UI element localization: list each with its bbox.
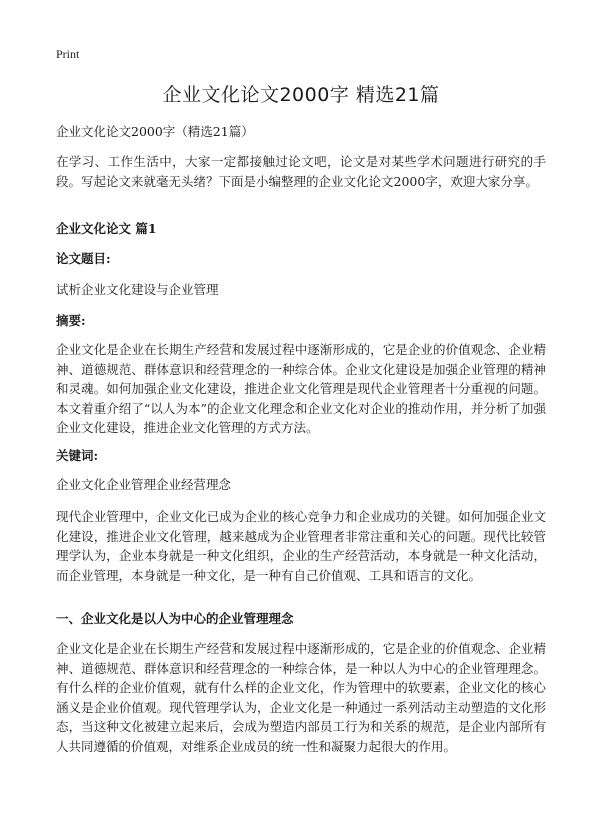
intro-paragraph: 在学习、工作生活中，大家一定都接触过论文吧，论文是对某些学术问题进行研究的手段。写起论文来就毫无头绪？下面是小编整理的企业文化论文2000字，欢迎大家分享。 [56,154,546,189]
abstract-paragraph: 企业文化是企业在长期生产经营和发展过程中逐渐形成的，它是企业的价值观念、企业精神、道德规范、群体意识和经营理念的一种综合体。企业文化建设是加强企业管理的精神和灵魂。如何加强企业文化建设，推进企业文化管理是现代企业管理者十分重视的问题。本文着重介绍了“以人为本”的企业文化理念和企业文化对企业的推动作用，并分析了加强企业文化建设，推进企业文化管理的方式方法。 [56,342,546,435]
document-subtitle: 企业文化论文2000字（精选21篇） [56,124,254,139]
topic-text: 试析企业文化建设与企业管理 [56,282,219,297]
abstract-label: 摘要: [56,313,86,328]
subheading: 一、企业文化是以人为中心的企业管理理念 [56,611,294,626]
print-link[interactable]: Print [56,47,80,61]
body-paragraph: 企业文化是企业在长期生产经营和发展过程中逐渐形成的，它是企业的价值观念、企业精神、道德规范、群体意识和经营理念的一种综合体，是一种以人为中心的企业管理理念。有什么样的企业价值观，就有什么样的企业文化，作为管理中的软要素，企业文化的核心涵义是企业价值观。现代管理学认为，企业文化是一种通过一系列活动主动塑造的文化形态，当这种文化被建立起来后，会成为塑造内部员工行为和关系的规范，是企业内部所有人共同遵循的价值观，对维系企业成员的统一性和凝聚力起很大的作用。 [56,641,546,754]
topic-label: 论文题目: [56,251,111,266]
document-title: 企业文化论文2000字 精选21篇 [162,84,440,106]
body-paragraph: 现代企业管理中，企业文化已成为企业的核心竞争力和企业成功的关键。如何加强企业文化建设，推进企业文化管理，越来越成为企业管理者非常注重和关心的问题。现代比较管理学认为，企业本身就是一种文化组织，企业的生产经营活动，本身就是一种文化活动，而企业管理，本身就是一种文化，是一种有自己价值观、工具和语言的文化。 [56,509,546,583]
section-heading: 企业文化论文 篇1 [56,221,157,236]
keywords-text: 企业文化企业管理企业经营理念 [56,477,232,492]
keywords-label: 关键词: [56,448,99,463]
